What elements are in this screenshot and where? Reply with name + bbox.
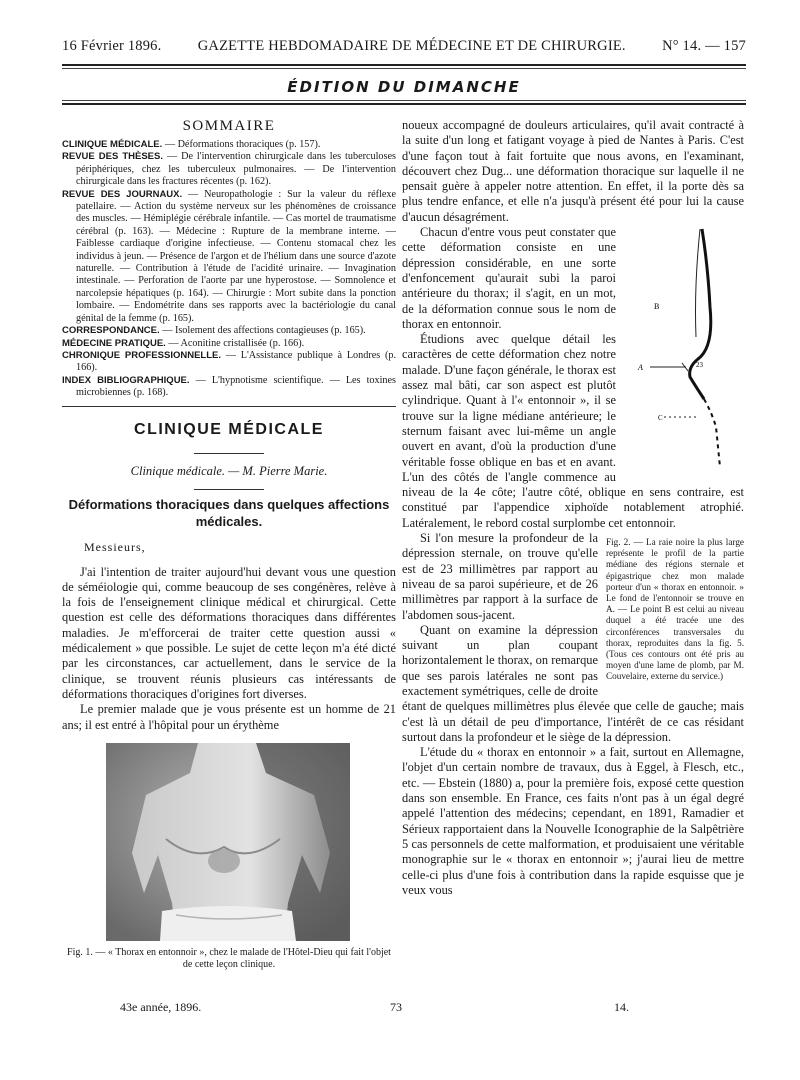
fig2-label-b: B (654, 302, 660, 312)
short-divider (194, 489, 264, 490)
body-paragraph: Quant on examine la dépression suivant un plan coupant horizontalement le thorax, on remarque que ses parois latérales ne sont pas exactement symétriques, celle de droite étant de quelques millimètres plus élevée que celle de gauche; mais c'est là un détail de peu d'importance, l'intérêt de ce cas résidant surtout dans la profondeur et le siège de la dépression. (402, 622, 744, 744)
header-number: N° 14. — 157 (662, 38, 746, 54)
header-rule (62, 64, 746, 66)
sommaire-entry: REVUE DES THÈSES. — De l'intervention chirurgicale dans les tuberculoses périphériques, chez les tuberculeux pulmonaires. — De l'intervention chirurgicale dans les fractures récentes (p. 162). (62, 151, 396, 188)
body-paragraph: J'ai l'intention de traiter aujourd'hui devant vous une question de séméiologie qui, comme beaucoup de ses congénères, relève à la fois de l'enseignement clinique médical et chirurgical. Cette question est celle des déformations thoraciques dans différentes maladies. Je m'efforcerai de traiter cette question aussi « médicalement » que possible. Le sujet de cette leçon m'a été dicté par les circonstances, car actuellement, dans le service de la clinique, se trouvent réunis plusieurs cas intéressants de déformations thoraciques d'origines fort diverses. (62, 564, 396, 701)
figure-1-caption: Fig. 1. — « Thorax en entonnoir », chez le malade de l'Hôtel-Dieu qui fait l'objet de cette leçon clinique. (67, 946, 391, 970)
section-divider (62, 406, 396, 407)
edition-banner: ÉDITION DU DIMANCHE (287, 78, 521, 96)
sommaire-entry: CHRONIQUE PROFESSIONNELLE. — L'Assistance publique à Londres (p. 166). (62, 349, 397, 374)
article-title: Déformations thoraciques dans quelques affections médicales. (68, 496, 390, 529)
footer-year: 43e année, 1896. (120, 1000, 202, 1014)
body-paragraph: Si l'on mesure la profondeur de la dépression sternale, on trouve qu'elle est de 23 millimètres par rapport au niveau de sa paroi supérieure, et de 26 millimètres par rapport à la surface de l'abdomen sous-jacent. (402, 531, 598, 622)
thorax-profile-drawing (624, 227, 744, 469)
footer-page-number: 73 (390, 1000, 402, 1014)
figure-2-diagram (624, 227, 744, 469)
sommaire-entry: CLINIQUE MÉDICALE. — Déformations thoraciques (p. 157). (62, 139, 321, 150)
header-date: 16 Février 1896. (62, 38, 162, 54)
header-journal: GAZETTE HEBDOMADAIRE DE MÉDECINE ET DE CHIRURGIE. (197, 38, 626, 54)
fig2-label-a: A (638, 363, 643, 373)
sommaire-entry: MÉDECINE PRATIQUE. — Aconitine cristallisée (p. 166). (62, 337, 305, 349)
body-paragraph: noueux accompagné de douleurs articulaires, qu'il avait contracté à la suite d'un long et fatigant voyage à pied de Nantes à Paris. C'est d'une façon tout à fait fortuite que nous avons, en l'examinant, découvert chez Dug... une déformation thoracique sur laquelle il ne pensait guère à appeler notre attention. En effet, il la porte dès sa plus tendre enfance, et elle n'a jusqu'à présent été pour lui la cause d'aucun désagrément. (402, 118, 744, 224)
running-header (62, 38, 746, 62)
section-heading: CLINIQUE MÉDICALE (134, 420, 324, 438)
body-paragraph: Étudions avec quelque détail les caractères de cette déformation chez notre malade. D'une façon générale, le thorax est assez mal bâti, car son aspect est plutôt cylindrique. Quant à l'« entonnoir », il se trouve sur la ligne médiane antérieure; le sternum faisant avec lui-même un angle ouvert en avant, d'où la production d'une véritable fosse oblique en bas et en avant. L'un des côtés de l'angle commence au niveau de la 4e côte; l'autre côté, oblique en sens contraire, est constitué par l'appendice xiphoïde notablement atrophié. Latéralement, le rebord costal surplombe cet entonnoir. (402, 332, 744, 530)
body-paragraph: Chacun d'entre vous peut constater que cette déformation consiste en une dépression considérable, en une sorte d'enfoncement qu'aurait subi la paroi antérieure du thorax; il s'agit, en un mot, de la déformation connue sous le nom de thorax en entonnoir. (402, 225, 616, 331)
patient-photograph (106, 743, 350, 941)
body-paragraph: Le premier malade que je vous présente est un homme de 21 ans; il est entré à l'hôpital pour un érythème (62, 702, 396, 732)
fig2-label-c: C (658, 414, 663, 423)
sommaire-entry: CORRESPONDANCE. — Isolement des affections contagieuses (p. 165). (62, 325, 366, 337)
figure-2-caption: Fig. 2. — La raie noire la plus large représente le profil de la partie médiane des régions sternale et épigastrique chez mon malade porteur d'un « thorax en entonnoir. » Le fond de l'entonnoir se trouve en A. — Le point B est celui au niveau duquel a été tracée une des circonférences transversales du thorax, reproduites dans la fig. 5. (Tous ces contours ont été pris au moyen d'une lame de plomb, par M. Couvelaire, externe du service.) (606, 537, 744, 682)
sommaire-title: SOMMAIRE (182, 118, 276, 134)
sommaire-entry: REVUE DES JOURNAUX. — Neuropathologie : Sur la valeur du réflexe patellaire. — Action du système nerveux sur les phénomènes de croissance des muscles. — Hémiplégie cérébrale infantile. — Cas mortel de traumatisme cérébral (p. 163). — Médecine : Rupture de la membrane interne. — Faiblesse cardiaque d'origine infectieuse. — Contenu stomacal chez les individus à jeun. — Présence de l'argon et de l'hélium dans une source d'azote naturelle. — Contribution à l'étude de l'acidité urinaire. — Invagination intestinale. — Perforation de l'aorte par une hyperostose. — Somnolence et narcolepsie hépatiques (p. 164). — Chirurgie : Mort subite dans la ponction lombaire. — Endométrite dans ses rapports avec la bactériologie du canal génital de la femme (p. 165). (62, 188, 396, 324)
byline: Clinique médicale. — M. Pierre Marie. (130, 463, 328, 478)
right-column (402, 118, 744, 898)
fig2-measure: 23 (696, 361, 703, 370)
short-divider (194, 453, 264, 454)
patient-photograph-drawing (106, 743, 350, 941)
sommaire-list (62, 139, 396, 400)
salutation: Messieurs, (84, 539, 146, 554)
edition-rule (62, 100, 746, 101)
edition-rule-thick (62, 103, 746, 105)
footer-issue-number: 14. (614, 1000, 629, 1014)
left-column (62, 118, 396, 971)
body-paragraph: L'étude du « thorax en entonnoir » a fait, surtout en Allemagne, l'objet d'un certain nombre de travaux, dus à Eggel, à Flesch, etc., etc. — Ebstein (1880) a, pour la première fois, exposé cette question dans son ensemble. En France, ces faits n'ont pas à un égal degré appelé l'attention des médecins; cependant, en 1891, Ramadier et Sérieux rapportaient dans la Nouvelle Iconographie de la Salpêtrière 5 cas personnels de cette malformation, et produisaient une véritable monographie sur le « thorax en entonnoir »; j'aurai lieu de mettre celle-ci plus d'une fois à contribution dans la rapide esquisse que je veux vous (402, 745, 744, 897)
header-rule-thin (62, 68, 746, 69)
sommaire-entry: INDEX BIBLIOGRAPHIQUE. — L'hypnotisme scientifique. — Les toxines microbiennes (p. 168). (62, 374, 396, 399)
